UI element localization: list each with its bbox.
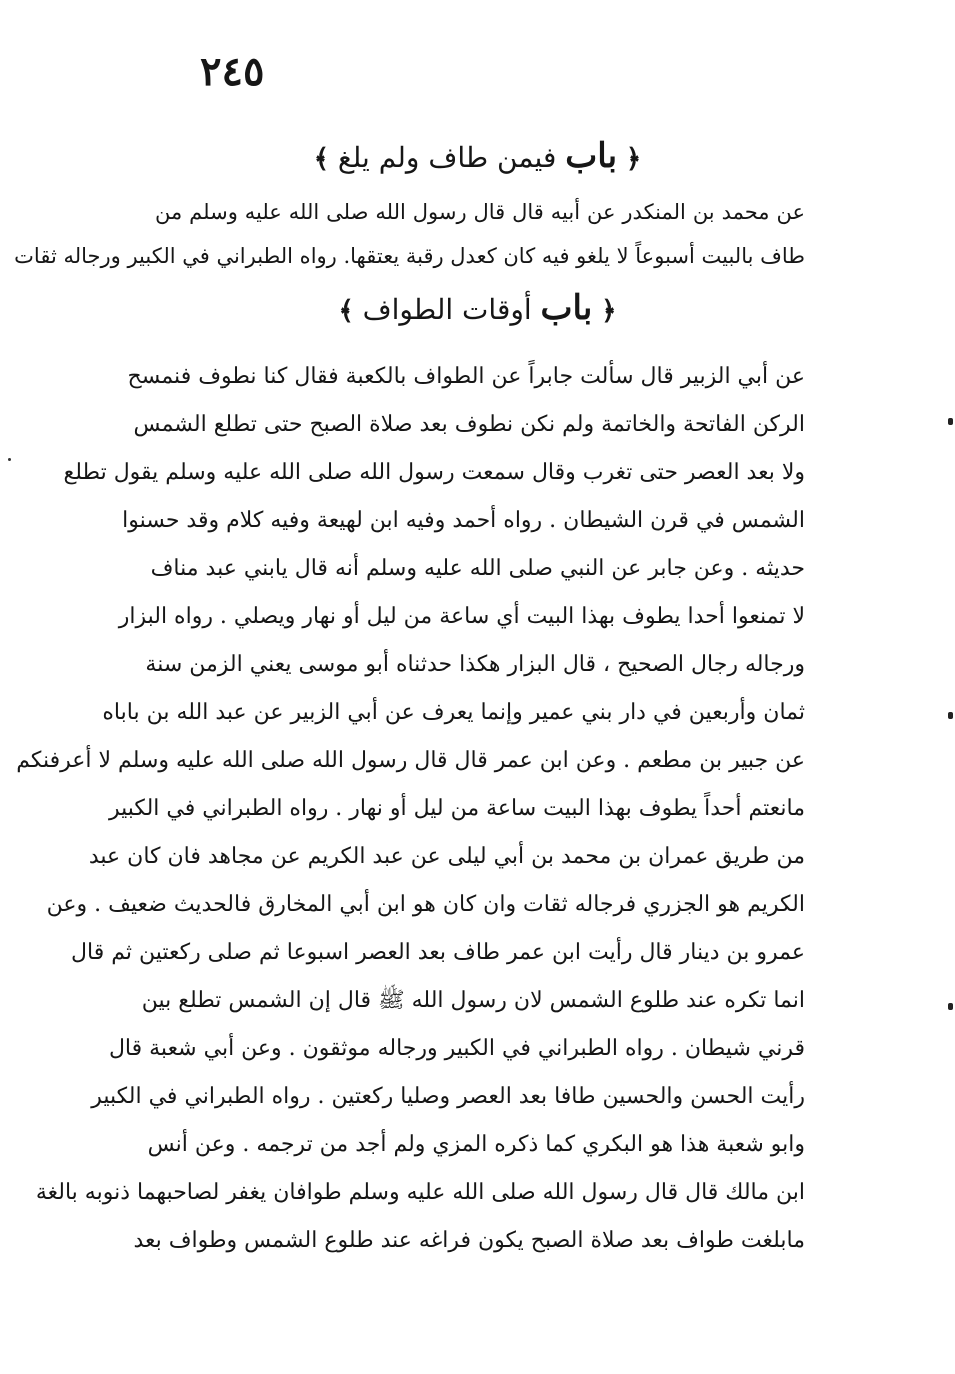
heading-title: أوقات الطواف [362,293,532,326]
text-line: طاف بالبيت أسبوعاً لا يلغو فيه كان كعدل رقبة يعتقها. رواه الطبراني في الكبير ورجاله ثقات [14,244,805,268]
text-line: قرني شيطان . رواه الطبراني في الكبير ورجاله موثقون . وعن أبي شعبة قال [108,1036,805,1061]
text-line: حديثه . وعن جابر عن النبي صلى الله عليه وسلم أنه قال يابني عبد مناف [150,556,805,581]
scan-mark [948,712,953,719]
text-line: عن جبير بن مطعم . وعن ابن عمر قال قال رسول الله صلى الله عليه وسلم لا أعرفنكم [16,748,805,773]
text-line: ورجاله رجال الصحيح ، قال البزار هكذا حدثناه أبو موسى يعني الزمن سنة [145,652,805,677]
text-line: مانعتم أحداً يطوف بهذا البيت ساعة من ليل أو نهار . رواه الطبراني في الكبير [109,796,805,821]
text-line: وابو شعبة هذا هو البكري كما ذكره المزي ولم أجد من ترجمه . وعن أنس [147,1132,805,1157]
section-1-text [14,190,805,278]
heading-title: فيمن طاف ولم يلغ [337,141,557,174]
text-line: عن محمد بن المنكدر عن أبيه قال قال رسول الله صلى الله عليه وسلم من [155,200,805,224]
text-line: الركن الفاتحة والخاتمة ولم نكن نطوف بعد صلاة الصبح حتى تطلع الشمس [133,412,805,437]
heading-bab-word: باب [540,288,593,328]
page-number: ٢٤٥ [200,48,265,95]
scan-mark [948,418,953,425]
text-line: ثمان وأربعين في دار بني عمير وإنما يعرف عن أبي الزبير عن عبد الله بن باباه [102,700,805,725]
chapter-heading [0,136,955,176]
scan-speck [8,458,11,461]
text-line: رأيت الحسن والحسين طافا بعد العصر وصليا ركعتين . رواه الطبراني في الكبير [91,1084,805,1109]
text-line: ولا بعد العصر حتى تغرب وقال سمعت رسول الله صلى الله عليه وسلم يقول تطلع [63,460,805,485]
text-line: عن أبي الزبير قال سألت جابراً عن الطواف بالكعبة فقال كنا نطوف فنمسح [127,364,805,389]
text-line: مابلغت طواف بعد صلاة الصبح يكون فراغه عند طلوع الشمس وطواف بعد [133,1228,805,1253]
text-line: عمرو بن دينار قال رأيت ابن عمر طاف بعد العصر اسبوعا ثم صلى ركعتين ثم قال [71,940,805,965]
text-line: الشمس في قرن الشيطان . رواه أحمد وفيه ابن لهيعة وفيه كلام وقد حسنوا [122,508,805,533]
heading-ornament-close: ﴾ [338,296,354,326]
text-line: انما تكره عند طلوع الشمس لان رسول الله ﷺ قال إن الشمس تطلع بين [141,988,805,1013]
text-line: الكريم هو الجزري فرجاله ثقات وان كان هو ابن أبي المخارق فالحديث ضعيف . وعن [46,892,805,917]
scan-mark [948,1003,953,1010]
text-line: لا تمنعوا أحدا يطوف بهذا البيت أي ساعة من ليل أو نهار ويصلي . رواه البزار [118,604,805,629]
heading-ornament-open: ﴿ [601,296,617,326]
section-2-text [16,353,805,1265]
heading-ornament-close: ﴾ [313,144,329,174]
chapter-heading [0,288,955,328]
heading-bab-word: باب [565,136,618,176]
text-line: من طريق عمران بن محمد بن أبي ليلى عن عبد الكريم عن مجاهد فان كان عبد [88,844,805,869]
heading-ornament-open: ﴿ [626,144,642,174]
text-line: ابن مالك قال قال رسول الله صلى الله عليه وسلم طوافان يغفر لصاحبهما ذنوبه بالغة [35,1180,805,1205]
